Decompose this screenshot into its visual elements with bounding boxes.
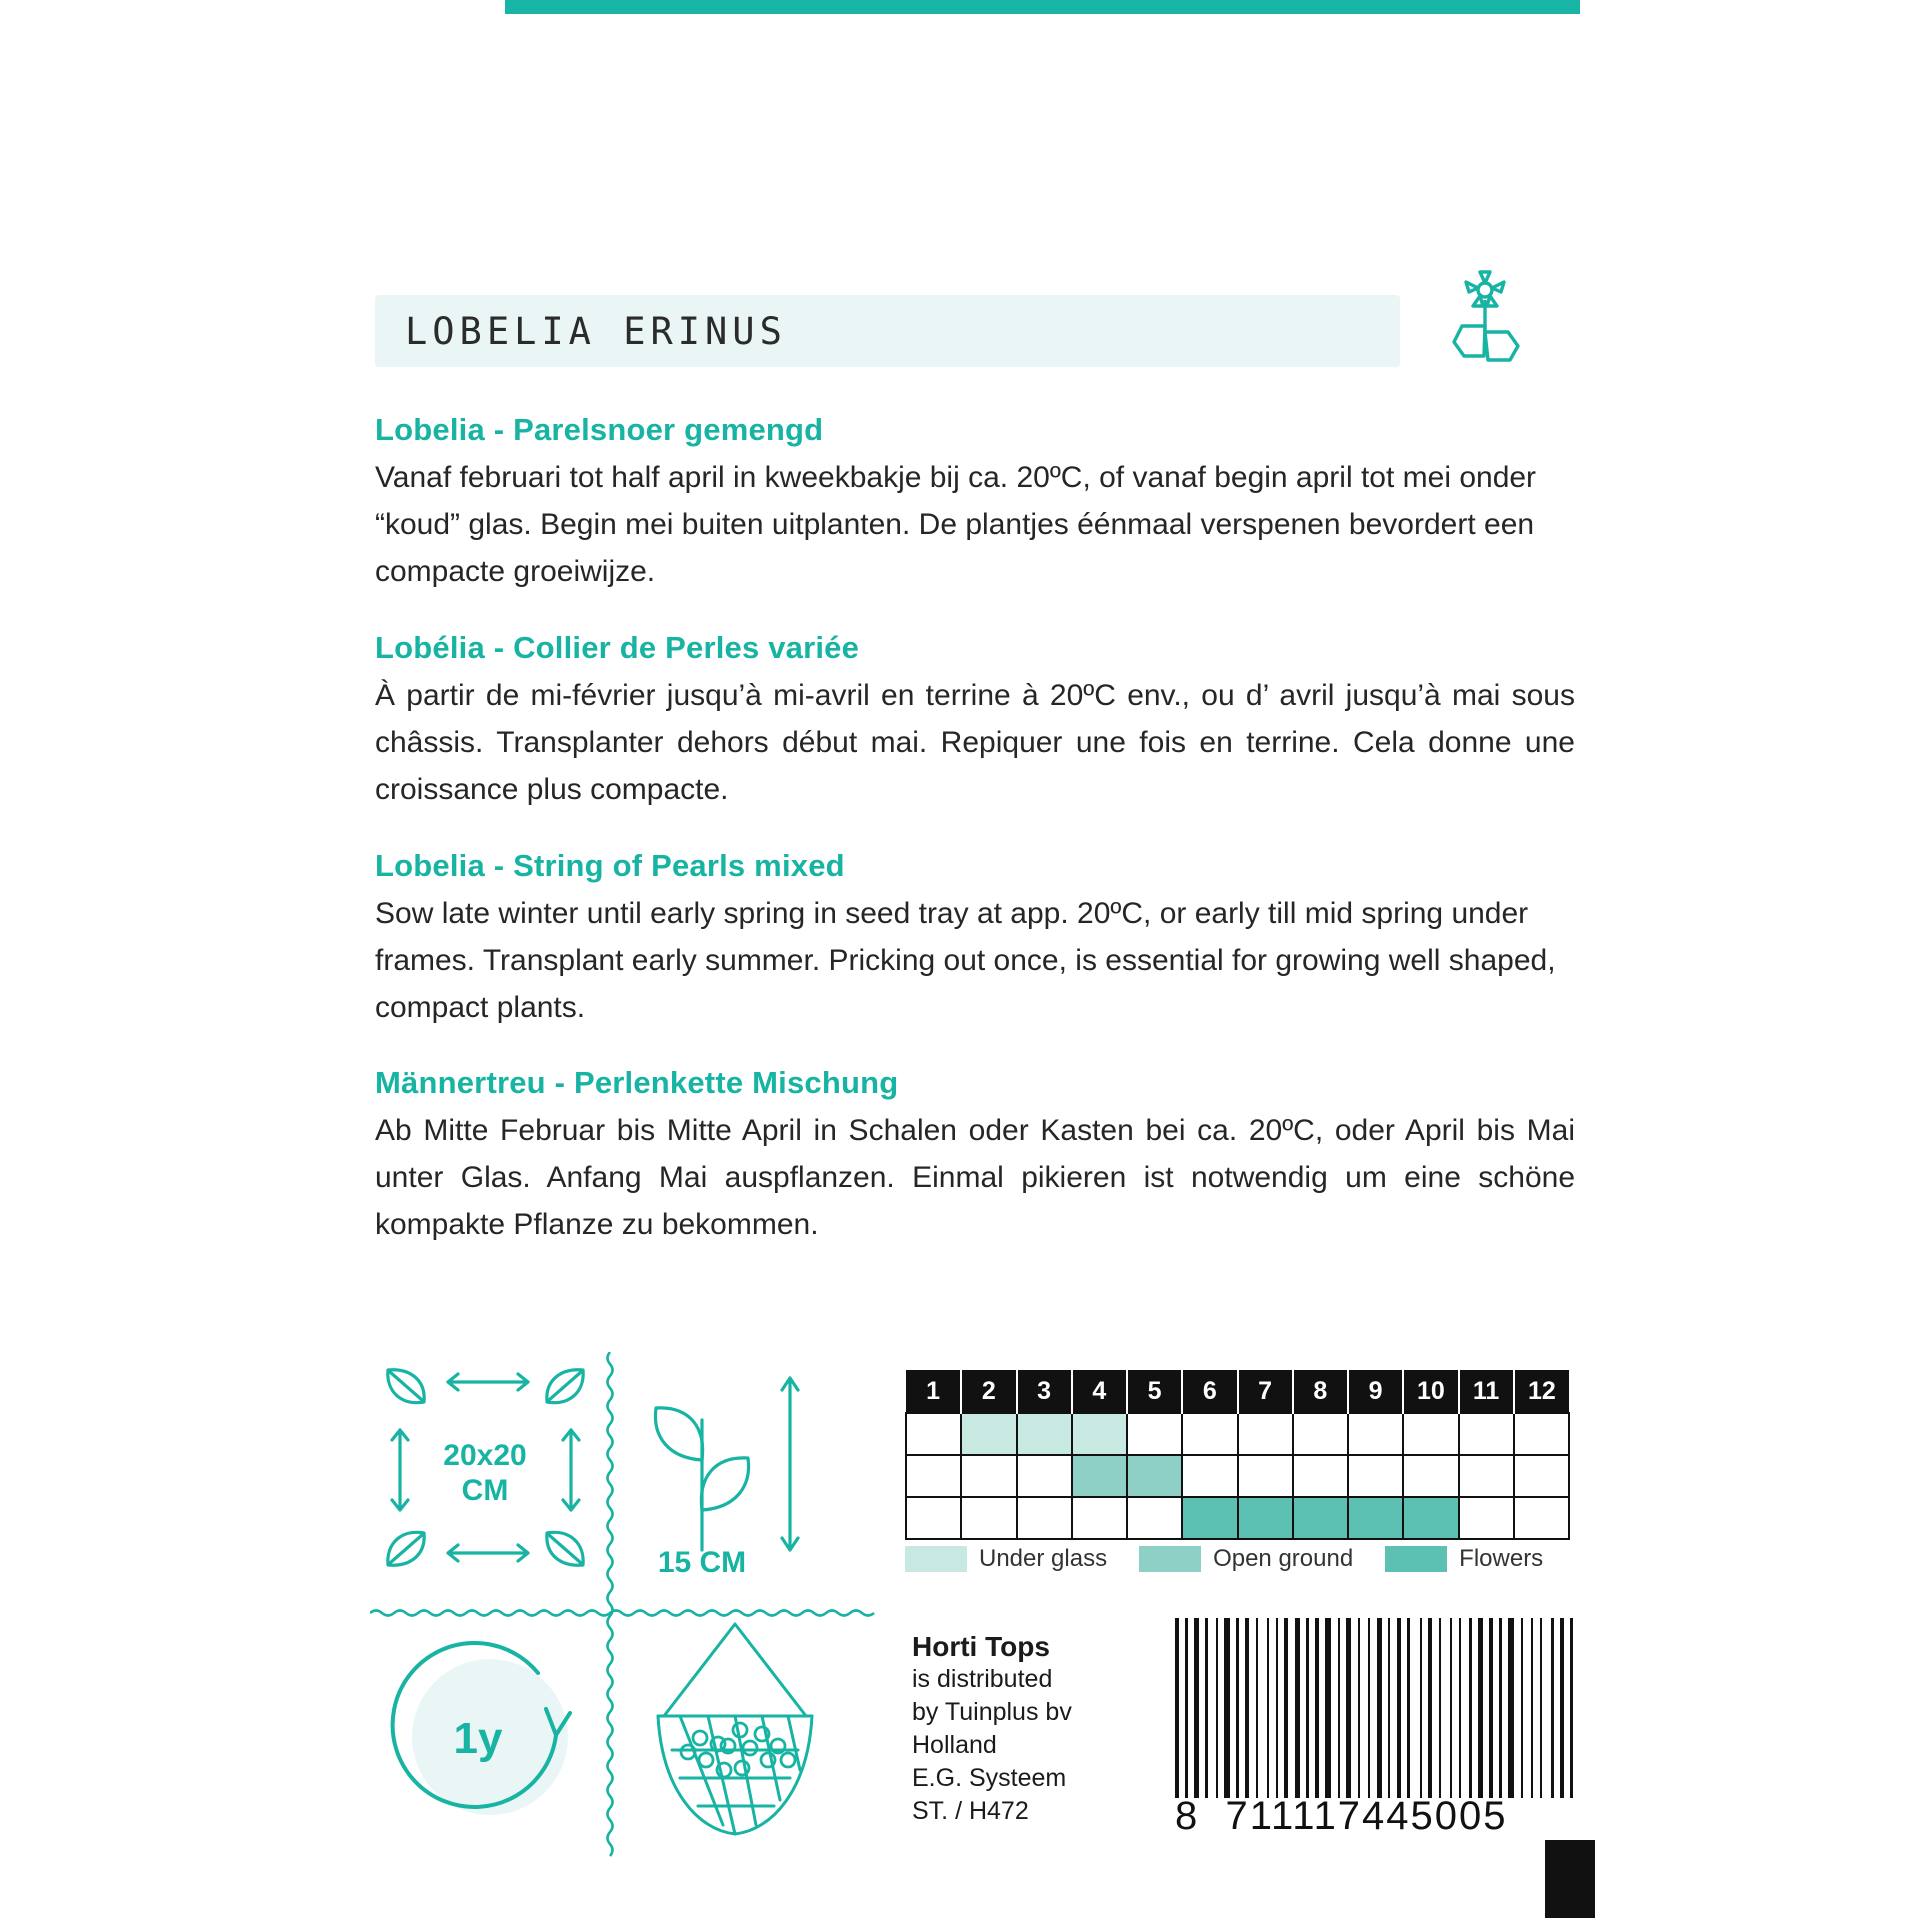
calendar-cell	[1072, 1413, 1127, 1455]
month-header: 7	[1238, 1370, 1293, 1413]
calendar-cell	[1293, 1455, 1348, 1497]
sowing-calendar	[905, 1370, 1570, 1540]
calendar-cell	[961, 1497, 1016, 1539]
calendar-cell	[1072, 1455, 1127, 1497]
calendar-cell	[906, 1413, 961, 1455]
section-en-heading: Lobelia - String of Pearls mixed	[375, 848, 845, 883]
calendar-cell	[1017, 1497, 1072, 1539]
calendar-row-open-ground	[906, 1455, 1569, 1497]
calendar-cell	[1238, 1455, 1293, 1497]
wavy-divider-vertical	[605, 1352, 615, 1862]
calendar-cell	[1127, 1497, 1182, 1539]
legend-label: Under glass	[979, 1545, 1108, 1572]
distributor-line4: E.G. Systeem	[912, 1764, 1067, 1792]
calendar-cell	[1127, 1455, 1182, 1497]
section-fr	[375, 630, 1575, 813]
calendar-cell	[1182, 1455, 1237, 1497]
calendar-cell	[1127, 1413, 1182, 1455]
distributor-line3: Holland	[912, 1731, 997, 1759]
month-header: 2	[961, 1370, 1016, 1413]
barcode-number	[1175, 1794, 1575, 1839]
section-de	[375, 1065, 1575, 1248]
print-registration-mark	[1545, 1840, 1595, 1918]
calendar-cell	[1459, 1497, 1514, 1539]
wavy-divider-horizontal	[370, 1605, 880, 1615]
month-header: 1	[906, 1370, 961, 1413]
calendar-cell	[1514, 1413, 1569, 1455]
section-fr-heading: Lobélia - Collier de Perles variée	[375, 630, 860, 665]
legend-label: Open ground	[1213, 1545, 1354, 1572]
month-header: 11	[1459, 1370, 1514, 1413]
barcode-bars	[1175, 1618, 1575, 1798]
svg-text:20x20: 20x20	[443, 1439, 527, 1472]
section-nl-heading: Lobelia - Parelsnoer gemengd	[375, 412, 824, 447]
calendar-cell	[1072, 1497, 1127, 1539]
distributor-line5: ST. / H472	[912, 1797, 1029, 1825]
calendar-header-row	[906, 1370, 1569, 1413]
barcode-digits-main: 711117445005	[1225, 1794, 1508, 1838]
legend-swatch-open-ground	[1139, 1546, 1201, 1572]
section-en	[375, 848, 1575, 1031]
legend-item	[1139, 1545, 1353, 1573]
legend-item	[1385, 1545, 1543, 1573]
calendar-table	[905, 1370, 1570, 1540]
month-header: 12	[1514, 1370, 1569, 1413]
calendar-cell	[1017, 1413, 1072, 1455]
section-nl-body: Vanaf februari tot half april in kweekbakje bij ca. 20ºC, of vanaf begin april tot mei onder “koud” glas. Begin mei buiten uitplanten. De plantjes éénmaal verspenen bevordert een compacte groeiwijze.	[375, 461, 1537, 588]
calendar-cell	[1514, 1455, 1569, 1497]
calendar-cell	[1348, 1497, 1403, 1539]
calendar-cell	[1182, 1497, 1237, 1539]
calendar-cell	[1459, 1455, 1514, 1497]
distributor-line2: by Tuinplus bv	[912, 1698, 1072, 1726]
calendar-cell	[1403, 1455, 1458, 1497]
svg-text:15 CM: 15 CM	[657, 1546, 747, 1575]
calendar-cell	[961, 1413, 1016, 1455]
calendar-cell	[961, 1455, 1016, 1497]
calendar-cell	[1514, 1497, 1569, 1539]
section-fr-body: À partir de mi-février jusqu’à mi-avril en terrine à 20ºC env., ou d’ avril jusqu’à mai sous châssis. Transplanter dehors début mai. Repiquer une fois en terrine. Cela donne une croissance plus compacte.	[375, 679, 1575, 806]
calendar-cell	[1403, 1497, 1458, 1539]
plant-height-icon	[640, 1360, 830, 1575]
calendar-row-flowers	[906, 1497, 1569, 1539]
month-header: 4	[1072, 1370, 1127, 1413]
legend-item	[905, 1545, 1107, 1573]
legend-swatch-under-glass	[905, 1546, 967, 1572]
calendar-row-under-glass	[906, 1413, 1569, 1455]
month-header: 9	[1348, 1370, 1403, 1413]
hanging-basket-icon	[628, 1620, 843, 1845]
annual-cycle-icon	[378, 1625, 593, 1840]
calendar-cell	[1348, 1413, 1403, 1455]
calendar-cell	[906, 1455, 961, 1497]
distributor-line1: is distributed	[912, 1665, 1053, 1693]
month-header: 3	[1017, 1370, 1072, 1413]
calendar-cell	[1403, 1413, 1458, 1455]
svg-text:CM: CM	[461, 1474, 509, 1507]
calendar-cell	[1238, 1413, 1293, 1455]
month-header: 5	[1127, 1370, 1182, 1413]
barcode	[1175, 1618, 1575, 1868]
page-title: LOBELIA ERINUS	[405, 310, 787, 353]
section-nl	[375, 412, 1575, 595]
month-header: 6	[1182, 1370, 1237, 1413]
legend-swatch-flowers	[1385, 1546, 1447, 1572]
barcode-digit-left: 8	[1175, 1794, 1200, 1838]
section-en-body: Sow late winter until early spring in seed tray at app. 20ºC, or early till mid spring under frames. Transplant early summer. Pricking out once, is essential for growing well shaped, compact plants.	[375, 897, 1556, 1024]
month-header: 10	[1403, 1370, 1458, 1413]
calendar-cell	[1293, 1413, 1348, 1455]
calendar-cell	[1182, 1413, 1237, 1455]
flower-icon	[1430, 268, 1540, 378]
calendar-cell	[1293, 1497, 1348, 1539]
calendar-cell	[1238, 1497, 1293, 1539]
distributor-info	[912, 1630, 1072, 1828]
legend-label: Flowers	[1459, 1545, 1544, 1572]
month-header: 8	[1293, 1370, 1348, 1413]
calendar-legend	[905, 1545, 1585, 1573]
svg-text:1y: 1y	[453, 1714, 503, 1763]
calendar-cell	[1459, 1413, 1514, 1455]
section-de-heading: Männertreu - Perlenkette Mischung	[375, 1065, 899, 1100]
top-accent-bar	[505, 0, 1580, 14]
section-de-body: Ab Mitte Februar bis Mitte April in Schalen oder Kasten bei ca. 20ºC, oder April bis Mai unter Glas. Anfang Mai auspflanzen. Einmal pikieren ist notwendig um eine schöne kompakte Pflanze zu bekommen.	[375, 1114, 1575, 1241]
calendar-cell	[1348, 1455, 1403, 1497]
calendar-cell	[906, 1497, 961, 1539]
distributor-name: Horti Tops	[912, 1631, 1050, 1662]
plant-spacing-icon	[378, 1360, 593, 1575]
calendar-cell	[1017, 1455, 1072, 1497]
